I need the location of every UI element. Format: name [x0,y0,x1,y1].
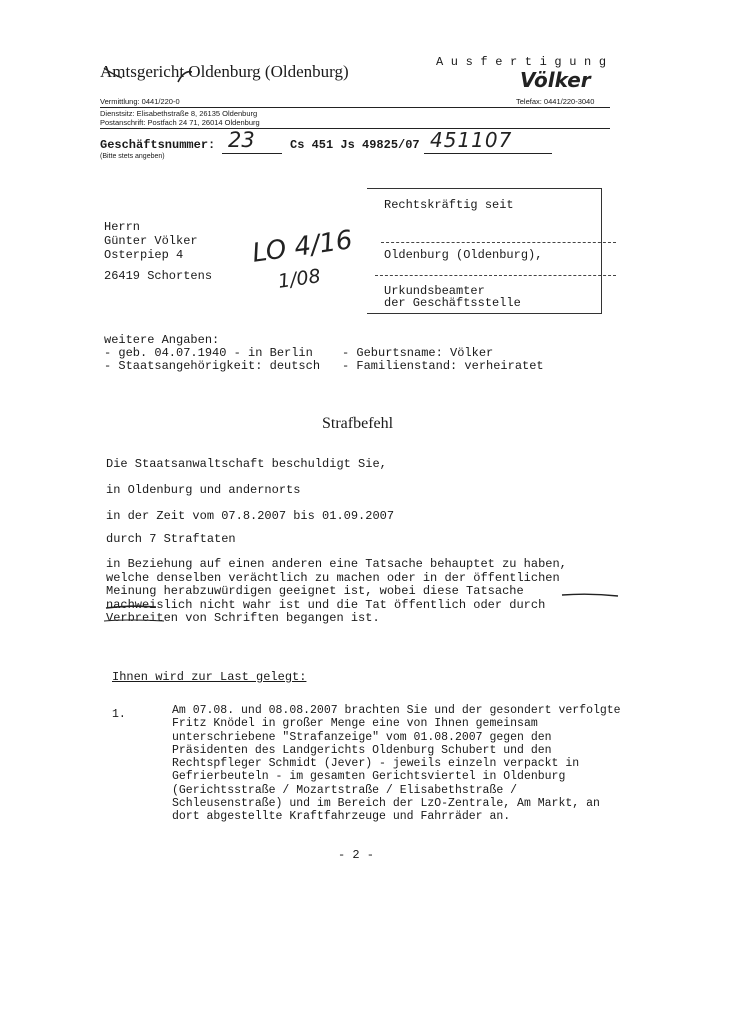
postanschrift: Postanschrift: Postfach 24 71, 26014 Oldenburg [100,118,260,127]
strike-mark [102,64,192,86]
weitere-line2-right: - Familienstand: verheiratet [342,359,544,373]
stamp-urkundsbeamter-1: Urkundsbeamter [384,284,485,298]
geschaeftsnummer-label: Geschäftsnummer: [100,138,216,152]
body-line-2: in Oldenburg und andernorts [106,483,301,497]
weitere-line1-left: - geb. 04.07.1940 - in Berlin [104,346,313,360]
weitere-label: weitere Angaben: [104,333,220,347]
recipient-salutation: Herrn [104,220,141,234]
body-line-3: in der Zeit vom 07.8.2007 bis 01.09.2007 [106,509,395,523]
handwritten-reference: LO 4/16 [250,225,355,269]
recipient-name: Günter Völker [104,234,198,248]
recipient-street: Osterpiep 4 [104,248,184,262]
gnum-underline [222,153,282,154]
body-line-4: durch 7 Straftaten [106,532,236,546]
document-title: Strafbefehl [322,415,394,432]
geschaeftsnummer-handwritten: 23 [228,128,255,152]
stamp-rechtskraeftig: Rechtskräftig seit [384,198,514,212]
bitte-angeben: (Bitte stets angeben) [100,153,165,160]
header-rule-2 [100,128,610,129]
header-rule [100,107,610,108]
stamp-urkundsbeamter-2: der Geschäftsstelle [384,296,521,310]
weitere-line2-left: - Staatsangehörigkeit: deutsch [104,359,321,373]
weitere-line1-right: - Geburtsname: Völker [342,346,494,360]
court-name: Amtsgericht Oldenburg (Oldenburg) [100,62,349,81]
geschaeftsnummer-cs: Cs 451 Js 49825/07 [290,138,420,152]
vermittlung: Vermittlung: 0441/220-0 [100,97,180,106]
stamp-dashline [381,242,616,243]
charges-heading: Ihnen wird zur Last gelegt: [112,670,307,684]
ausfertigung-label: Ausfertigung [436,55,614,69]
geschaeftsnummer-handwritten-2: 451107 [430,128,513,152]
accusation-paragraph: in Beziehung auf einen anderen eine Tatsache behauptet zu haben, welche denselben verächtlich zu machen oder in der öffentlichen Meinung herabzuwürdigen geeignet ist, wobei diese Tatsache nachweislich nicht wahr ist und die Tat öffentlich oder durch Verbreiten von Schriften begangen ist. [106,557,567,625]
body-line-1: Die Staatsanwaltschaft beschuldigt Sie, [106,457,387,471]
stamp-dashline-2 [375,275,616,276]
telefax: Telefax: 0441/220-3040 [516,97,595,106]
dienstsitz: Dienstsitz: Elisabethstraße 8, 26135 Oldenburg [100,109,258,118]
handwritten-name: Völker [520,68,591,92]
handwritten-underlines [100,583,620,623]
address-block [100,109,260,127]
handwritten-reference-2: 1/08 [276,265,322,293]
page-number: - 2 - [338,848,375,862]
item-number: 1. [112,708,126,721]
item-1-text: Am 07.08. und 08.08.2007 brachten Sie und der gesondert verfolgte Fritz Knödel in großer Menge eine von Ihnen gemeinsam unterschriebene "Strafanzeige" vom 01.08.2007 gegen den Präsidenten des Landgerichts Oldenburg Schubert und den Rechtspfleger Schmidt (Jever) - jeweils einzeln verpackt in Gefrierbeuteln - im gesamten Gerichtsviertel in Oldenburg (Gerichtsstraße / Mozartstraße / Elisabethstraße / Schleusenstraße) und im Bereich der LzO-Zentrale, Am Markt, an dort abgestellte Kraftfahrzeuge und Fahrräder an. [172,704,621,824]
recipient-city: 26419 Schortens [104,269,213,283]
gnum-underline-2 [424,153,552,154]
stamp-ort: Oldenburg (Oldenburg), [384,248,543,262]
